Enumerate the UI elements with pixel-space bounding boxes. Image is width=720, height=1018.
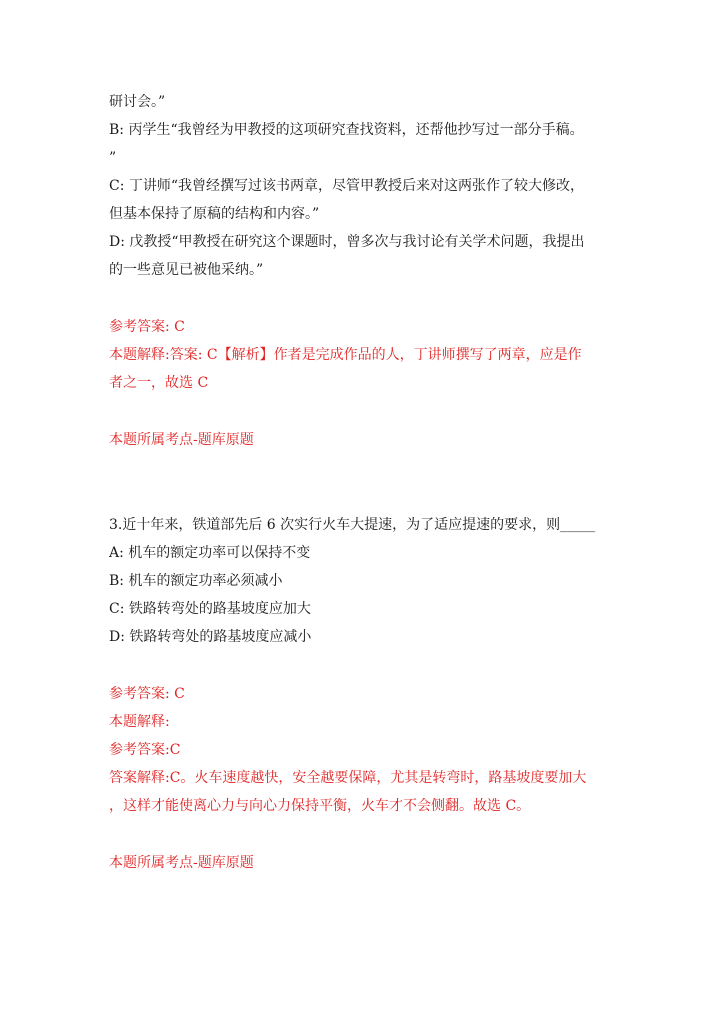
q2-explanation-line-1: 本题解释:答案: C【解析】作者是完成作品的人，丁讲师撰写了两章，应是作 bbox=[109, 347, 582, 363]
q2-option-c-line: C: 丁讲师“我曾经撰写过该书两章，尽管甲教授后来对这两张作了较大修改， bbox=[109, 178, 585, 194]
q3-answer-repeat: 参考答案:C bbox=[109, 742, 181, 758]
q3-explanation-line-1: 答案解释:C。火车速度越快，安全越要保障，尤其是转弯时，路基坡度要加大 bbox=[109, 770, 587, 786]
q3-source: 本题所属考点-题库原题 bbox=[109, 855, 254, 871]
q3-explanation-label: 本题解释: bbox=[109, 714, 170, 730]
q3-option-c: C: 铁路转弯处的路基坡度应加大 bbox=[109, 601, 311, 617]
q2-option-d-continuation: 的一些意见已被他采纳。” bbox=[109, 262, 264, 278]
q2-option-d-line: D: 戊教授“甲教授在研究这个课题时，曾多次与我讨论有关学术问题，我提出 bbox=[109, 234, 585, 250]
q3-option-b: B: 机车的额定功率必须减小 bbox=[109, 573, 283, 589]
q2-option-b-closing-quote: ” bbox=[109, 150, 117, 166]
q3-option-d: D: 铁路转弯处的路基坡度应减小 bbox=[109, 629, 312, 645]
q2-text-line: 研讨会。” bbox=[109, 94, 166, 110]
q3-stem: 3.近十年来，铁道部先后 6 次实行火车大提速，为了适应提速的要求，则_____ bbox=[109, 517, 596, 533]
q2-explanation-line-2: 者之一，故选 C bbox=[109, 375, 209, 391]
q2-answer: 参考答案: C bbox=[109, 319, 185, 335]
q2-option-c-continuation: 但基本保持了原稿的结构和内容。” bbox=[109, 206, 320, 222]
q2-option-b-line: B: 丙学生“我曾经为甲教授的这项研究查找资料，还帮他抄写过一部分手稿。 bbox=[109, 122, 584, 138]
q3-option-a: A: 机车的额定功率可以保持不变 bbox=[109, 545, 311, 561]
q3-explanation-line-2: ，这样才能使离心力与向心力保持平衡，火车才不会侧翻。故选 C。 bbox=[109, 798, 531, 814]
q2-source: 本题所属考点-题库原题 bbox=[109, 432, 254, 448]
q3-answer: 参考答案: C bbox=[109, 686, 185, 702]
